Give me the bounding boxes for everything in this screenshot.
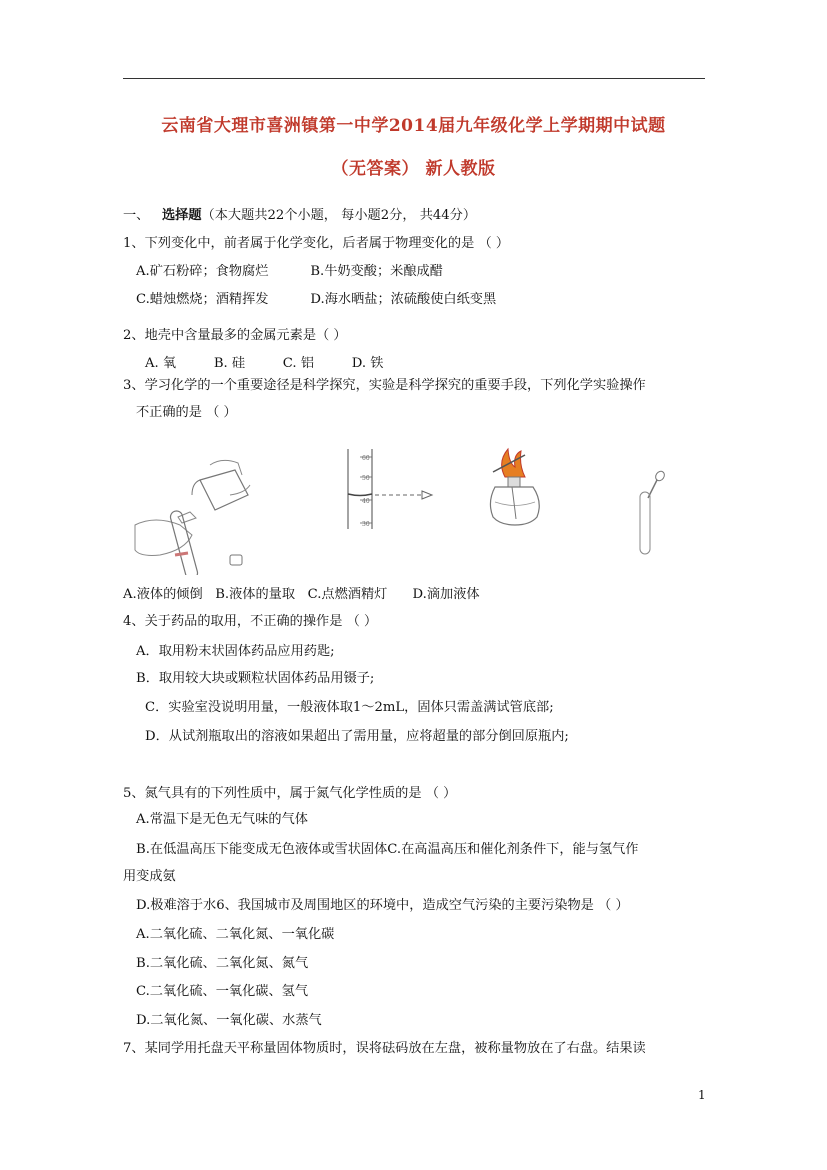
page-title-line2: （无答案） 新人教版 [331,159,496,179]
alcohol-lamp-figure [475,447,555,532]
q6-option-c: C.二氧化硫、一氧化碳、氢气 [136,984,309,999]
q7-stem: 7、某同学用托盘天平称量固体物质时，误将砝码放在左盘，被称量物放在了右盘。结果读 [123,1041,646,1056]
dropper-figure [630,470,670,560]
q6-option-d: D.二氧化氮、一氧化碳、水蒸气 [136,1013,322,1028]
section-name: 选择题 [161,208,202,223]
q4-option-c: C．实验室没说明用量，一般液体取1～2mL，固体只需盖满试管底部; [145,700,554,715]
header-rule [123,78,705,79]
q4-option-a: A．取用粉末状固体药品应用药匙; [136,644,335,659]
q5-stem: 5、氮气具有的下列性质中，属于氮气化学性质的是 （ ） [123,786,457,801]
cylinder-tick-50: 50 [362,475,370,482]
q6-option-b: B.二氧化硫、二氧化氮、氮气 [136,956,309,971]
measuring-cylinder-figure [340,447,450,532]
q2-options: A. 氧 B. 硅 C. 铝 D. 铁 [145,356,384,371]
pouring-liquid-figure [130,455,255,575]
section-note: （本大题共22个小题， 每小题2分， 共44分） [201,208,477,223]
q3-stem-line2: 不正确的是 （ ） [136,405,237,420]
q6-option-a: A.二氧化硫、二氧化氮、一氧化碳 [136,927,335,942]
q4-option-d: D．从试剂瓶取出的溶液如果超出了需用量，应将超量的部分倒回原瓶内; [145,729,569,744]
q2-stem: 2、地壳中含量最多的金属元素是（ ） [123,328,347,343]
q5-option-b-cont: 用变成氨 [123,869,176,884]
q5-option-a: A.常温下是无色无气味的气体 [136,812,308,827]
q3-stem-line1: 3、学习化学的一个重要途径是科学探究，实验是科学探究的重要手段，下列化学实验操作 [123,378,646,393]
section-number: 一、 [123,208,150,223]
page-number: 1 [698,1088,706,1102]
q4-stem: 4、关于药品的取用，不正确的操作是 （ ） [123,614,378,629]
q5-option-b: B.在低温高压下能变成无色液体或雪状固体C.在高温高压和催化剂条件下，能与氢气作 [136,842,639,857]
q5-option-d-q6-stem: D.极难溶于水6、我国城市及周围地区的环境中，造成空气污染的主要污染物是 （ ） [136,898,629,913]
cylinder-tick-30: 30 [362,521,370,528]
q1-stem: 1、下列变化中，前者属于化学变化，后者属于物理变化的是 （ ） [123,236,510,251]
q1-options-row1: A.矿石粉碎；食物腐烂 B.牛奶变酸；米酿成醋 [136,264,443,279]
page-title-line1: 云南省大理市喜洲镇第一中学2014届九年级化学上学期期中试题 [161,116,666,136]
q1-options-row2: C.蜡烛燃烧；酒精挥发 D.海水晒盐；浓硫酸使白纸变黑 [136,292,497,307]
section-heading [123,207,476,225]
q3-options: A.液体的倾倒 B.液体的量取 C.点燃酒精灯 D.滴加液体 [123,587,480,602]
q4-option-b: B．取用较大块或颗粒状固体药品用镊子; [136,671,375,686]
cylinder-tick-60: 60 [362,455,370,462]
cylinder-tick-40: 40 [362,498,370,505]
